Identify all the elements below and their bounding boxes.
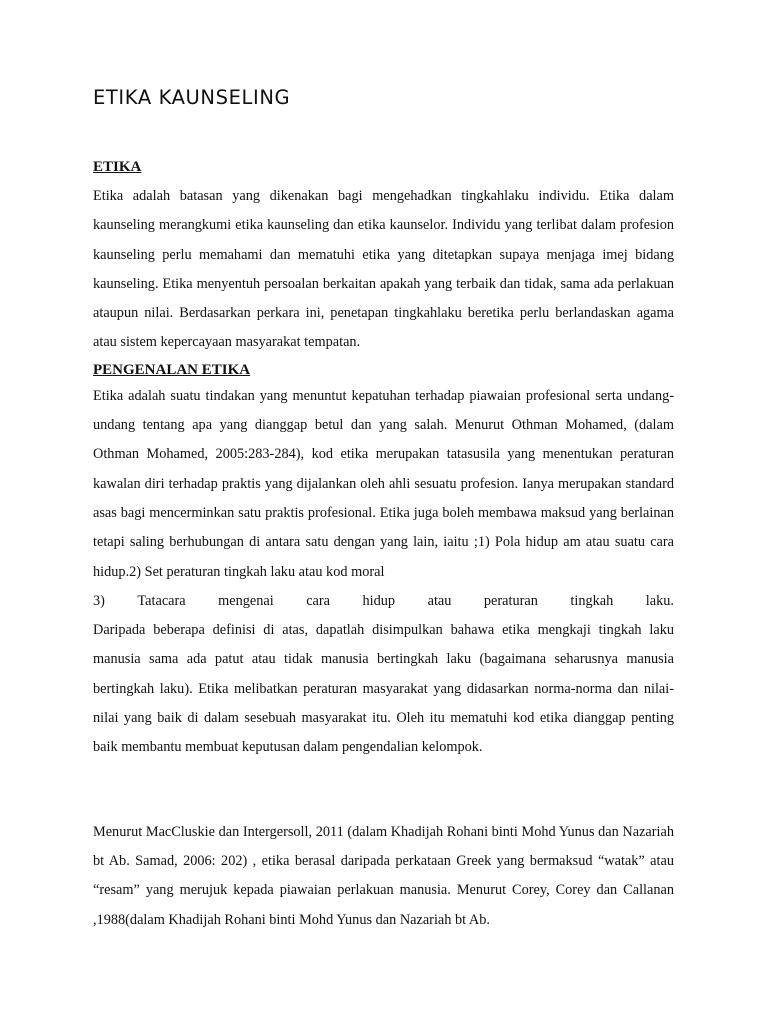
paragraph-definisi-etika: Menurut MacCluskie dan Intergersoll, 2011 (dalam Khadijah Rohani binti Mohd Yunus dan Nazariah bt Ab. Samad, 2006: 202) , etika berasal daripada perkataan Greek yang bermaksud “watak” atau “resam” yang merujuk kepada piawaian perlakuan manusia. Menurut Corey, Corey dan Callanan ,1988(dalam Khadijah Rohani binti Mohd Yunus dan Nazariah bt Ab. bbox=[93, 823, 674, 928]
word: hidup bbox=[362, 592, 396, 609]
word: mengenai bbox=[218, 592, 274, 609]
section-spacer bbox=[93, 763, 674, 818]
word: Tatacara bbox=[137, 592, 186, 609]
section-heading-pengenalan-etika: PENGENALAN ETIKA bbox=[93, 361, 251, 378]
word: tingkah bbox=[570, 592, 614, 609]
word: peraturan bbox=[483, 592, 538, 609]
word: atau bbox=[427, 592, 452, 609]
word: 3) bbox=[93, 592, 105, 609]
paragraph-pengenalan-b: Daripada beberapa definisi di atas, dapatlah disimpulkan bahawa etika mengkaji tingkah laku manusia sama ada patut atau tidak manusia bertingkah laku (bagaimana seharusnya manusia bertingkah laku). Etika melibatkan peraturan masyarakat yang didasarkan norma-norma dan nilai-nilai yang baik di dalam sesebuah masyarakat itu. Oleh itu mematuhi kod etika dianggap penting baik membantu membuat keputusan dalam pengendalian kelompok. bbox=[93, 622, 674, 756]
paragraph-pengenalan-a: Etika adalah suatu tindakan yang menuntut kepatuhan terhadap piawaian profesional serta undang-undang tentang apa yang dianggap betul dan yang salah. Menurut Othman Mohamed, (dalam Othman Mohamed, 2005:283-284), kod etika merupakan tatasusila yang menentukan peraturan kawalan diri terhadap praktis yang dijalankan oleh ahli sesuatu profesion. Ianya merupakan standard asas bagi mencerminkan satu praktis profesional. Etika juga boleh membawa maksud yang berlainan tetapi saling berhubungan di antara satu dengan yang lain, iaitu ;1) Pola hidup am atau suatu cara hidup.2) Set peraturan tingkah laku atau kod moral bbox=[93, 387, 674, 580]
paragraph-pengenalan-justified-line bbox=[93, 587, 674, 616]
document-title: ETIKA KAUNSELING bbox=[93, 86, 291, 109]
word: laku. bbox=[645, 592, 674, 609]
word: cara bbox=[306, 592, 331, 609]
section-heading-etika: ETIKA bbox=[93, 159, 142, 175]
paragraph-etika: Etika adalah batasan yang dikenakan bagi mengehadkan tingkahlaku individu. Etika dalam kaunseling merangkumi etika kaunseling dan etika kaunselor. Individu yang terlibat dalam profesion kaunseling perlu memahami dan mematuhi etika yang ditetapkan supaya menjaga imej bidang kaunseling. Etika menyentuh persoalan berkaitan apakah yang terbaik dan tidak, sama ada perlakuan ataupun nilai. Berdasarkan perkara ini, penetapan tingkahlaku beretika perlu berlandaskan agama atau sistem kepercayaan masyarakat tempatan. bbox=[93, 188, 674, 351]
